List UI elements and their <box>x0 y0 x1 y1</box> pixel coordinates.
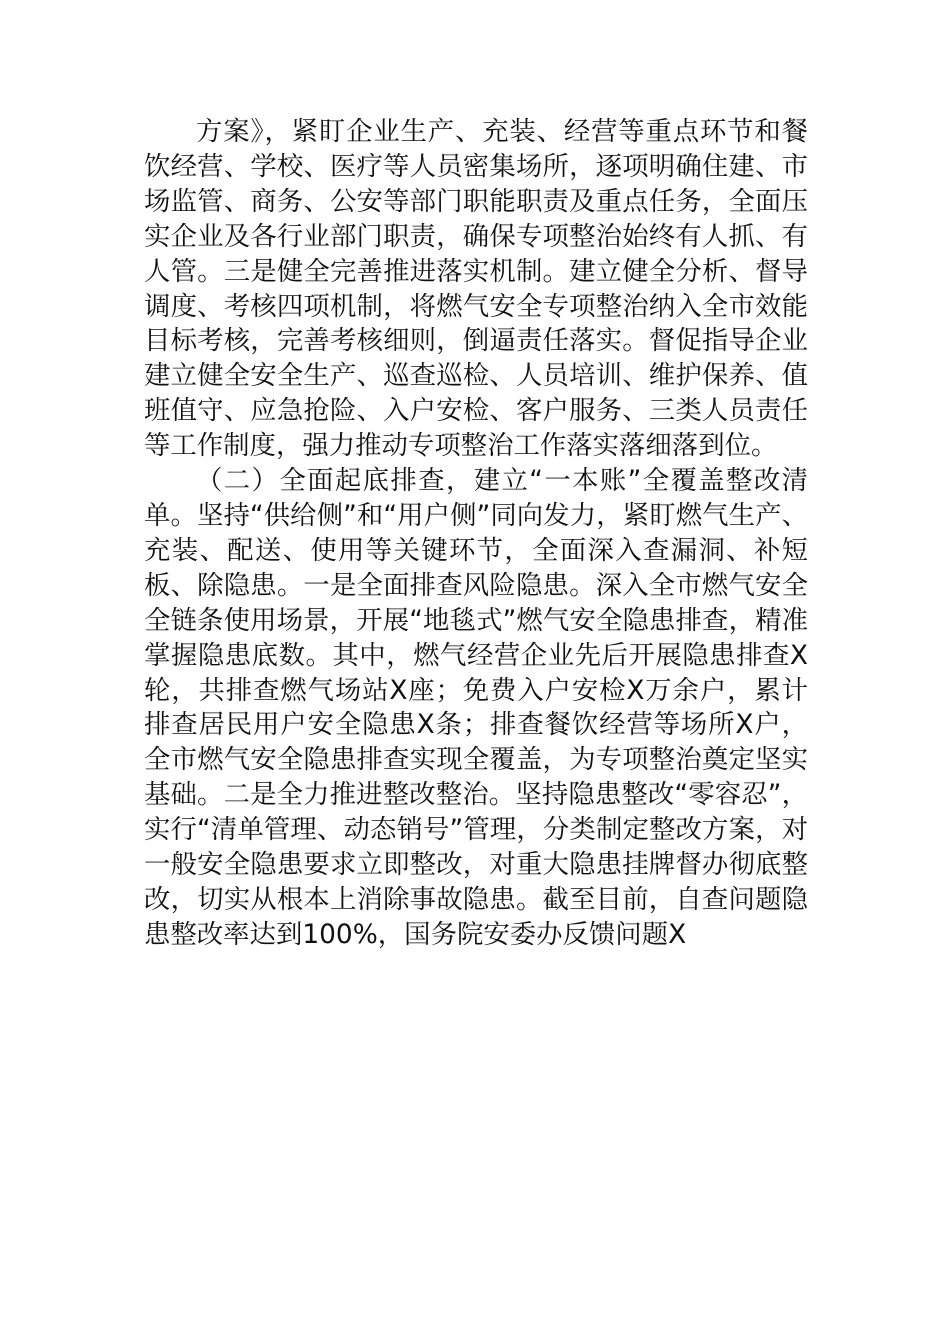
document-body <box>144 115 808 953</box>
paragraph-1: 方案》，紧盯企业生产、充装、经营等重点环节和餐饮经营、学校、医疗等人员密集场所，逐项明确住建、市场监管、商务、公安等部门职能职责及重点任务，全面压实企业及各行业部门职责，确保专项整治始终有人抓、有人管。三是健全完善推进落实机制。建立健全分析、督导调度、考核四项机制，将燃气安全专项整治纳入全市效能目标考核，完善考核细则，倒逼责任落实。督促指导企业建立健全安全生产、巡查巡检、人员培训、维护保养、值班值守、应急抢险、入户安检、客户服务、三类人员责任等工作制度，强力推动专项整治工作落实落细落到位。 <box>144 116 808 462</box>
paragraph-2: （二）全面起底排查，建立“一本账”全覆盖整改清单。坚持“供给侧”和“用户侧”同向发力，紧盯燃气生产、充装、配送、使用等关键环节，全面深入查漏洞、补短板、除隐患。一是全面排查风险隐患。深入全市燃气安全全链条使用场景，开展“地毯式”燃气安全隐患排查，精准掌握隐患底数。其中，燃气经营企业先后开展隐患排查X轮，共排查燃气场站X座；免费入户安检X万余户，累计排查居民用户安全隐患X条；排查餐饮经营等场所X户，全市燃气安全隐患排查实现全覆盖，为专项整治奠定坚实基础。二是全力推进整改整治。坚持隐患整改“零容忍”，实行“清单管理、动态销号”管理，分类制定整改方案，对一般安全隐患要求立即整改，对重大隐患挂牌督办彻底整改，切实从根本上消除事故隐患。截至目前，自查问题隐患整改率达到100%，国务院安委办反馈问题X <box>144 465 808 950</box>
